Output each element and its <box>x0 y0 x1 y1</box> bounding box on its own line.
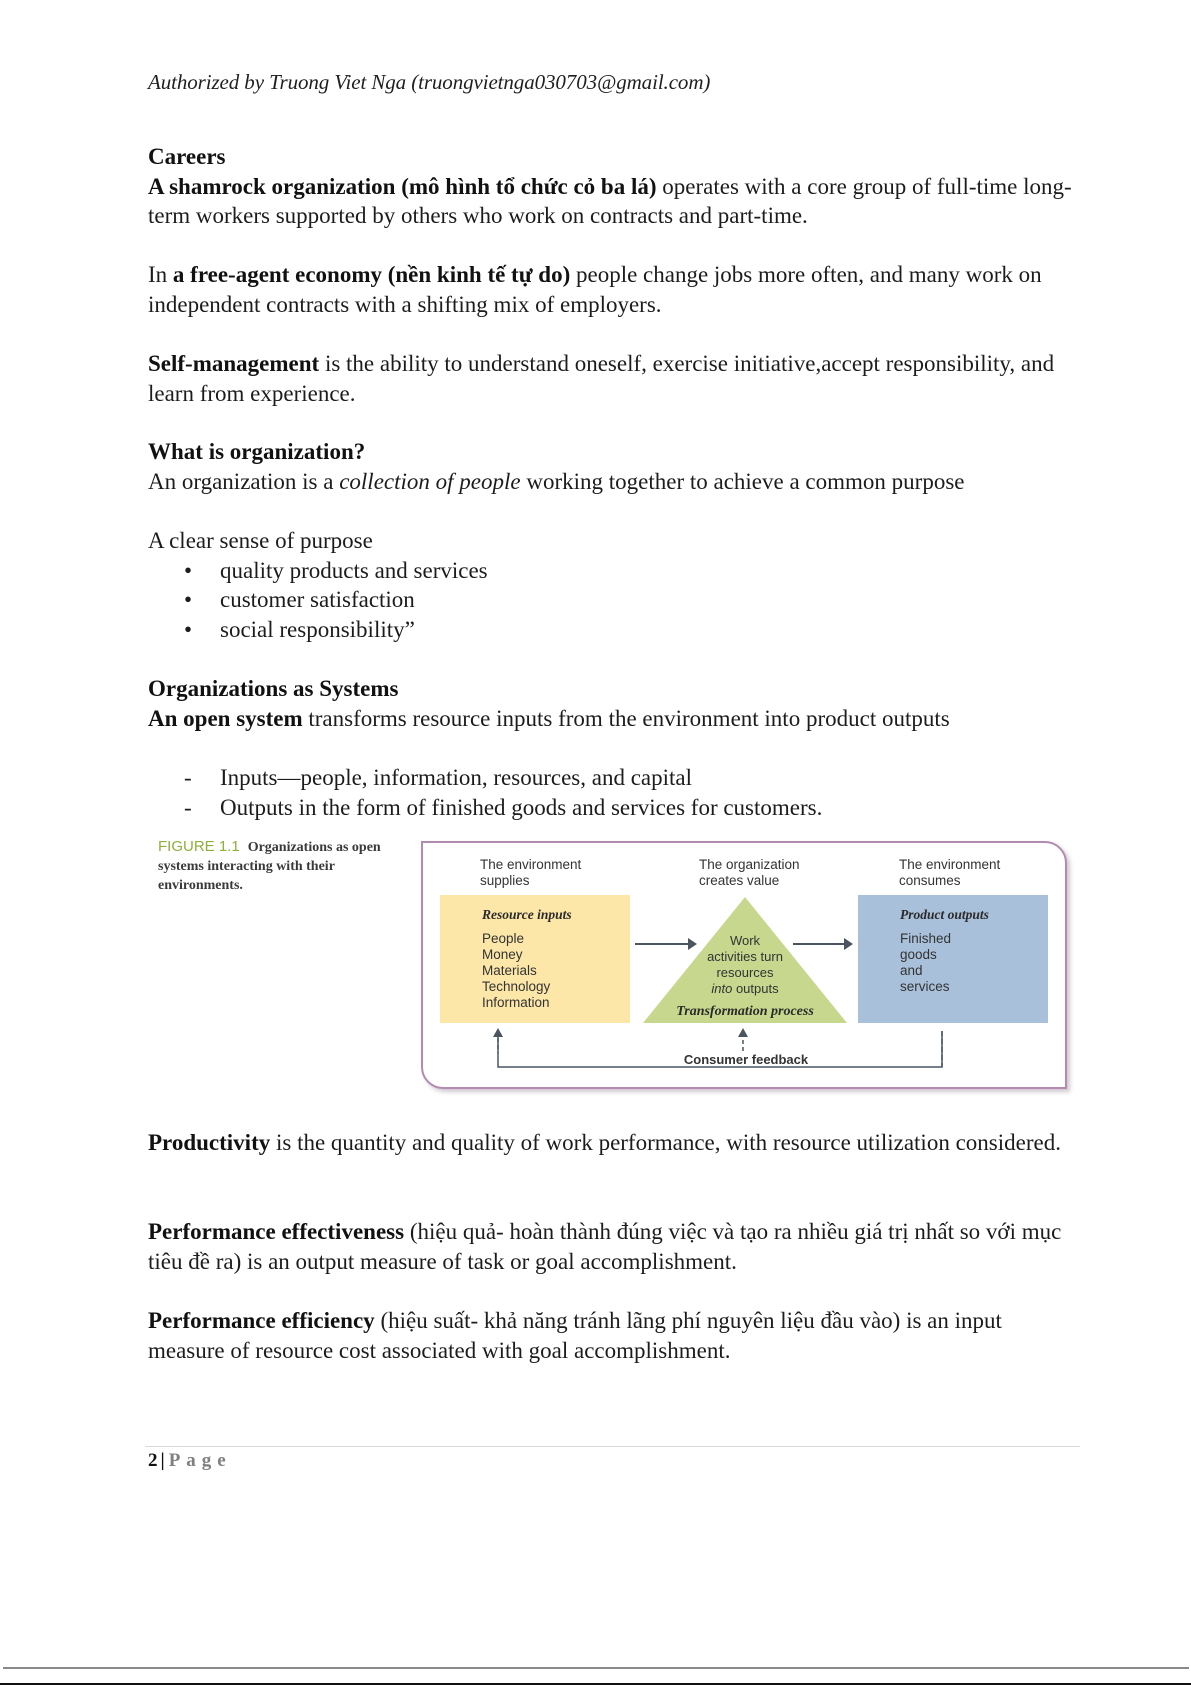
purpose-list <box>148 556 1078 645</box>
authorized-by-note: Authorized by Truong Viet Nga (truongvietnga030703@gmail.com) <box>148 70 711 94</box>
column-head-environment-consumes <box>899 857 1000 889</box>
list-item <box>148 763 1078 793</box>
bullet-icon: • <box>184 557 193 583</box>
process-line: resources <box>716 965 774 980</box>
shamrock-paragraph <box>148 172 1078 231</box>
list-item <box>148 556 1078 586</box>
product-outputs-title: Product outputs <box>900 907 989 922</box>
process-emphasis: into <box>711 981 733 996</box>
column-head-line: The environment <box>480 857 582 872</box>
organization-definition <box>148 467 1078 497</box>
dash-icon: - <box>184 794 192 820</box>
self-management-definition: is the ability to understand oneself, exercise initiative,accept responsibility, and learn from experience. <box>148 351 1055 406</box>
page-word: Page <box>168 1450 232 1471</box>
column-head-line: The organization <box>699 857 800 872</box>
open-system-definition <box>148 704 1078 734</box>
org-def-emphasis: collection of people <box>339 468 521 494</box>
process-line-rest: outputs <box>732 981 779 996</box>
purpose-section <box>148 526 1078 644</box>
process-line <box>643 981 847 997</box>
input-item: Materials <box>482 963 537 978</box>
bullet-icon: • <box>184 616 193 642</box>
what-is-organization-heading: What is organization? <box>148 439 366 464</box>
column-head-line: consumes <box>899 873 961 888</box>
arrow-right-icon <box>793 943 851 945</box>
figure-title: Organizations as open systems interacting with their environments. <box>158 840 381 893</box>
output-item: goods <box>900 947 937 962</box>
resource-inputs-title: Resource inputs <box>482 907 572 922</box>
figure-number: FIGURE 1.1 <box>158 838 240 855</box>
page-number: 2 <box>148 1450 158 1471</box>
efficiency-paragraph <box>148 1306 1078 1365</box>
productivity-term: Productivity <box>148 1130 271 1155</box>
list-item <box>148 793 1078 823</box>
column-head-environment-supplies <box>480 857 581 889</box>
purpose-intro: A clear sense of purpose <box>148 528 373 553</box>
open-system-diagram <box>421 841 1067 1089</box>
bullet-icon: • <box>184 587 193 612</box>
consumer-feedback-label: Consumer feedback <box>683 1052 809 1067</box>
self-management-term: Self-management <box>148 351 320 376</box>
careers-section <box>148 142 1078 231</box>
resource-inputs-box <box>440 895 630 1023</box>
systems-heading: Organizations as Systems <box>148 676 399 701</box>
efficiency-definition: (hiệu suất- khả năng tránh lãng phí nguyên liệu đầu vào) is an input measure of resource cost associated with goal accomplishment. <box>148 1308 1002 1363</box>
list-item <box>148 585 1078 615</box>
shamrock-definition: operates with a core group of full-time long-term workers supported by others who work on contracts and part-time. <box>148 173 1072 228</box>
open-system-text: transforms resource inputs from the environment into product outputs <box>302 705 950 731</box>
open-system-term: An open system <box>148 705 303 731</box>
what-is-organization-section <box>148 437 1078 496</box>
output-item: Finished <box>900 931 952 946</box>
self-management-paragraph <box>148 349 1078 408</box>
column-head-line: The environment <box>899 857 1001 872</box>
organizations-as-systems-section <box>148 674 1078 733</box>
input-item: Technology <box>482 979 551 994</box>
productivity-definition: is the quantity and quality of work performance, with resource utilization considered. <box>270 1130 1061 1155</box>
free-agent-term: a free-agent economy (nền kinh tế tự do) <box>172 262 571 287</box>
list-item-text: customer satisfaction <box>220 587 415 612</box>
product-outputs-box <box>858 895 1048 1023</box>
column-head-organization-creates <box>699 857 800 889</box>
transformation-process-triangle <box>643 897 847 1023</box>
efficiency-term: Performance efficiency <box>148 1308 375 1333</box>
inputs-outputs-list-section <box>148 763 1078 822</box>
column-head-line: supplies <box>480 873 530 888</box>
page-footer <box>148 1450 232 1472</box>
input-item: Information <box>482 995 550 1010</box>
inputs-outputs-list <box>148 763 1078 822</box>
org-def-suffix: working together to achieve a common purpose <box>520 468 965 494</box>
free-agent-prefix: In <box>148 262 173 287</box>
column-head-line: creates value <box>699 873 780 888</box>
transformation-process-label: Transformation process <box>676 1004 814 1019</box>
effectiveness-term: Performance effectiveness <box>148 1219 405 1244</box>
careers-heading: Careers <box>148 144 226 169</box>
list-item <box>148 615 1078 645</box>
list-item-text: quality products and services <box>220 557 488 583</box>
shamrock-term: A shamrock organization (mô hình tổ chức cỏ ba lá) <box>148 173 657 199</box>
process-line: activities turn <box>707 949 783 964</box>
effectiveness-paragraph <box>148 1217 1078 1276</box>
effectiveness-definition: (hiệu quả- hoàn thành đúng việc và tạo ra nhiều giá trị nhất so với mục tiêu đề ra) is an output measure of task or goal accomplishment. <box>148 1219 1062 1274</box>
list-item-text: Outputs in the form of finished goods and services for customers. <box>220 794 823 820</box>
output-item: services <box>900 979 950 994</box>
input-item: Money <box>482 947 523 962</box>
list-item-text: social responsibility” <box>220 616 415 642</box>
page-end-divider <box>3 1667 1189 1669</box>
org-def-prefix: An organization is a <box>148 468 340 494</box>
figure-caption <box>158 837 403 895</box>
productivity-paragraph <box>148 1128 1078 1158</box>
list-item-text: Inputs—people, information, resources, and capital <box>220 765 692 790</box>
input-item: People <box>482 931 525 946</box>
process-line: Work <box>729 933 761 948</box>
dash-icon: - <box>184 765 192 790</box>
free-agent-paragraph <box>148 260 1078 319</box>
footer-separator: | <box>160 1450 165 1471</box>
free-agent-definition: people change jobs more often, and many work on independent contracts with a shifting mix of employers. <box>148 262 1042 317</box>
footer-divider <box>145 1446 1080 1447</box>
output-item: and <box>900 963 923 978</box>
